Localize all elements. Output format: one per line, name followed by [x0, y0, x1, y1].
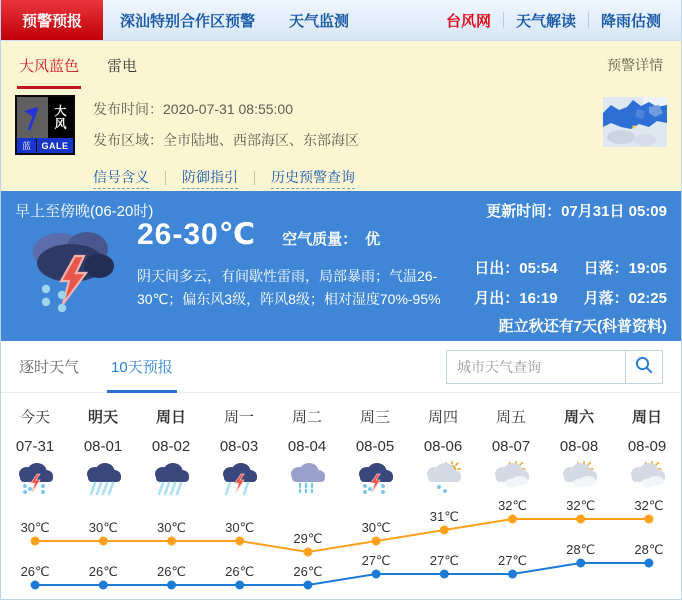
day-date: 08-07 [491, 438, 531, 455]
link-rain-estimate[interactable]: 降雨估测 [600, 12, 661, 30]
light-rain-icon [273, 461, 341, 497]
svg-text:32℃: 32℃ [497, 498, 528, 513]
gale-code: GALE [41, 140, 69, 151]
day-date: 08-02 [151, 438, 191, 455]
update-time: 更新时间：07月31日 05:09 [486, 203, 667, 220]
svg-text:30℃: 30℃ [361, 520, 391, 535]
publish-area-value: 全市陆地、西部海区、东部海区 [163, 132, 359, 148]
svg-text:32℃: 32℃ [634, 498, 664, 513]
tab-10day-forecast[interactable]: 10天预报 [111, 341, 173, 393]
signal-tab-lightning[interactable]: 雷电 [107, 57, 138, 75]
svg-text:30℃: 30℃ [20, 520, 50, 535]
warning-detail-link[interactable]: 预警详情 [607, 57, 663, 73]
thunder-heavy-rain-icon [205, 461, 273, 497]
forecast-tab-bar [1, 341, 681, 393]
svg-text:30℃: 30℃ [225, 520, 255, 535]
svg-text:26℃: 26℃ [20, 564, 50, 579]
solar-term-note[interactable]: 距立秋还有7天(科普资料) [498, 318, 667, 335]
heavy-rain-icon [69, 461, 137, 497]
link-warning-history[interactable]: 历史预警查询 [271, 167, 355, 189]
forecast-day-column[interactable] [273, 393, 341, 489]
warning-body [1, 89, 681, 189]
day-date: 08-03 [219, 438, 259, 455]
publish-time-row [93, 99, 603, 119]
forecast-day-column[interactable] [1, 393, 69, 489]
gale-icon-name: 大 风 [48, 97, 73, 138]
day-date: 08-05 [355, 438, 395, 455]
search-button[interactable] [625, 350, 663, 384]
day-label: 周二 [291, 409, 322, 426]
day-label: 周六 [563, 409, 594, 426]
air-quality-label: 空气质量： [282, 231, 358, 248]
forecast-period: 早上至傍晚(06-20时) [15, 203, 154, 220]
svg-text:27℃: 27℃ [497, 553, 528, 568]
partly-cloudy-icon [613, 461, 681, 497]
current-weather-panel [1, 191, 681, 341]
svg-text:29℃: 29℃ [293, 531, 323, 546]
day-date: 07-31 [15, 438, 55, 455]
tab-hourly-weather[interactable]: 逐时天气 [19, 359, 80, 376]
forecast-day-column[interactable] [137, 393, 205, 489]
day-label: 周一 [223, 409, 254, 426]
warning-links [93, 167, 603, 189]
day-label: 明天 [87, 409, 118, 426]
day-date: 08-01 [83, 438, 123, 455]
forecast-day-column[interactable] [205, 393, 273, 489]
temperature-trend-chart [1, 489, 681, 600]
forecast-day-column[interactable] [341, 393, 409, 489]
tab-shenshan-warning[interactable]: 深汕特别合作区预警 [120, 12, 256, 30]
top-nav [1, 0, 681, 41]
link-separator [254, 171, 255, 185]
svg-text:27℃: 27℃ [361, 553, 391, 568]
publish-area-row [93, 130, 603, 150]
sunset: 日落：19:05 [583, 260, 667, 277]
forecast-day-column[interactable] [69, 393, 137, 489]
temperature-row [137, 217, 380, 252]
sun-shower-icon [409, 461, 477, 497]
forecast-day-column[interactable] [409, 393, 477, 489]
thunder-rain-icon [1, 461, 69, 497]
link-separator [165, 171, 166, 185]
day-label: 周日 [631, 409, 662, 426]
partly-cloudy-icon [477, 461, 545, 497]
svg-text:26℃: 26℃ [293, 564, 323, 579]
sunrise: 日出：05:54 [474, 260, 558, 277]
forecast-day-column[interactable] [545, 393, 613, 489]
svg-text:30℃: 30℃ [88, 520, 118, 535]
day-label: 周五 [495, 409, 526, 426]
day-date: 08-08 [559, 438, 599, 455]
weather-description: 阴天间多云，有间歇性雷雨，局部暴雨；气温26-30℃；偏东风3级，阵风8级；相对湿度70%-95% [137, 268, 441, 307]
svg-text:27℃: 27℃ [429, 553, 459, 568]
gale-blue-warning-icon [15, 95, 75, 155]
day-label: 周三 [359, 409, 390, 426]
signal-tab-gale-blue[interactable]: 大风蓝色 [19, 41, 79, 89]
link-typhoon-net[interactable]: 台风网 [445, 12, 491, 30]
svg-text:28℃: 28℃ [566, 542, 596, 557]
search-icon [634, 355, 654, 378]
day-label: 周日 [155, 409, 186, 426]
svg-text:26℃: 26℃ [225, 564, 255, 579]
moonrise: 月出：16:19 [474, 290, 558, 307]
moonset: 月落：02:25 [583, 290, 667, 307]
gale-level-blue: 蓝 [17, 139, 37, 152]
air-quality-value: 优 [365, 231, 381, 248]
nav-spacer [366, 0, 434, 40]
shenzhen-warning-map [603, 97, 667, 147]
svg-text:32℃: 32℃ [566, 498, 596, 513]
forecast-day-column[interactable] [613, 393, 681, 489]
svg-text:26℃: 26℃ [156, 564, 187, 579]
tab-weather-monitor[interactable]: 天气监测 [289, 12, 350, 30]
warning-section [1, 41, 681, 191]
ten-day-forecast-row [1, 393, 681, 489]
day-label: 今天 [19, 409, 50, 426]
thunderstorm-icon-large [23, 223, 123, 317]
forecast-day-column[interactable] [477, 393, 545, 489]
svg-text:26℃: 26℃ [88, 564, 118, 579]
day-date: 08-04 [287, 438, 327, 455]
heavy-rain-icon [137, 461, 205, 497]
link-signal-meaning[interactable]: 信号含义 [93, 167, 149, 189]
wind-flag-icon [17, 97, 48, 138]
partly-cloudy-icon [545, 461, 613, 497]
temperature-range: 26-30℃ [137, 218, 257, 251]
svg-text:31℃: 31℃ [429, 509, 459, 524]
thunder-rain-icon [341, 461, 409, 497]
day-date: 08-06 [423, 438, 463, 455]
svg-text:28℃: 28℃ [634, 542, 664, 557]
svg-text:30℃: 30℃ [156, 520, 187, 535]
warning-text [93, 95, 603, 189]
publish-area-label: 发布区域： [93, 132, 163, 148]
publish-time-label: 发布时间： [93, 101, 163, 117]
city-search [446, 350, 663, 384]
link-defense-guide[interactable]: 防御指引 [182, 167, 238, 189]
warning-signal-tabs [1, 41, 681, 89]
sun-moon-times [448, 257, 667, 317]
link-weather-interpretation[interactable]: 天气解读 [515, 12, 576, 30]
day-label: 周四 [427, 409, 458, 426]
city-search-input[interactable] [446, 350, 625, 384]
tab-warning-forecast[interactable]: 预警预报 [1, 0, 103, 40]
day-date: 08-09 [627, 438, 667, 455]
publish-time-value: 2020-07-31 08:55:00 [163, 101, 293, 117]
